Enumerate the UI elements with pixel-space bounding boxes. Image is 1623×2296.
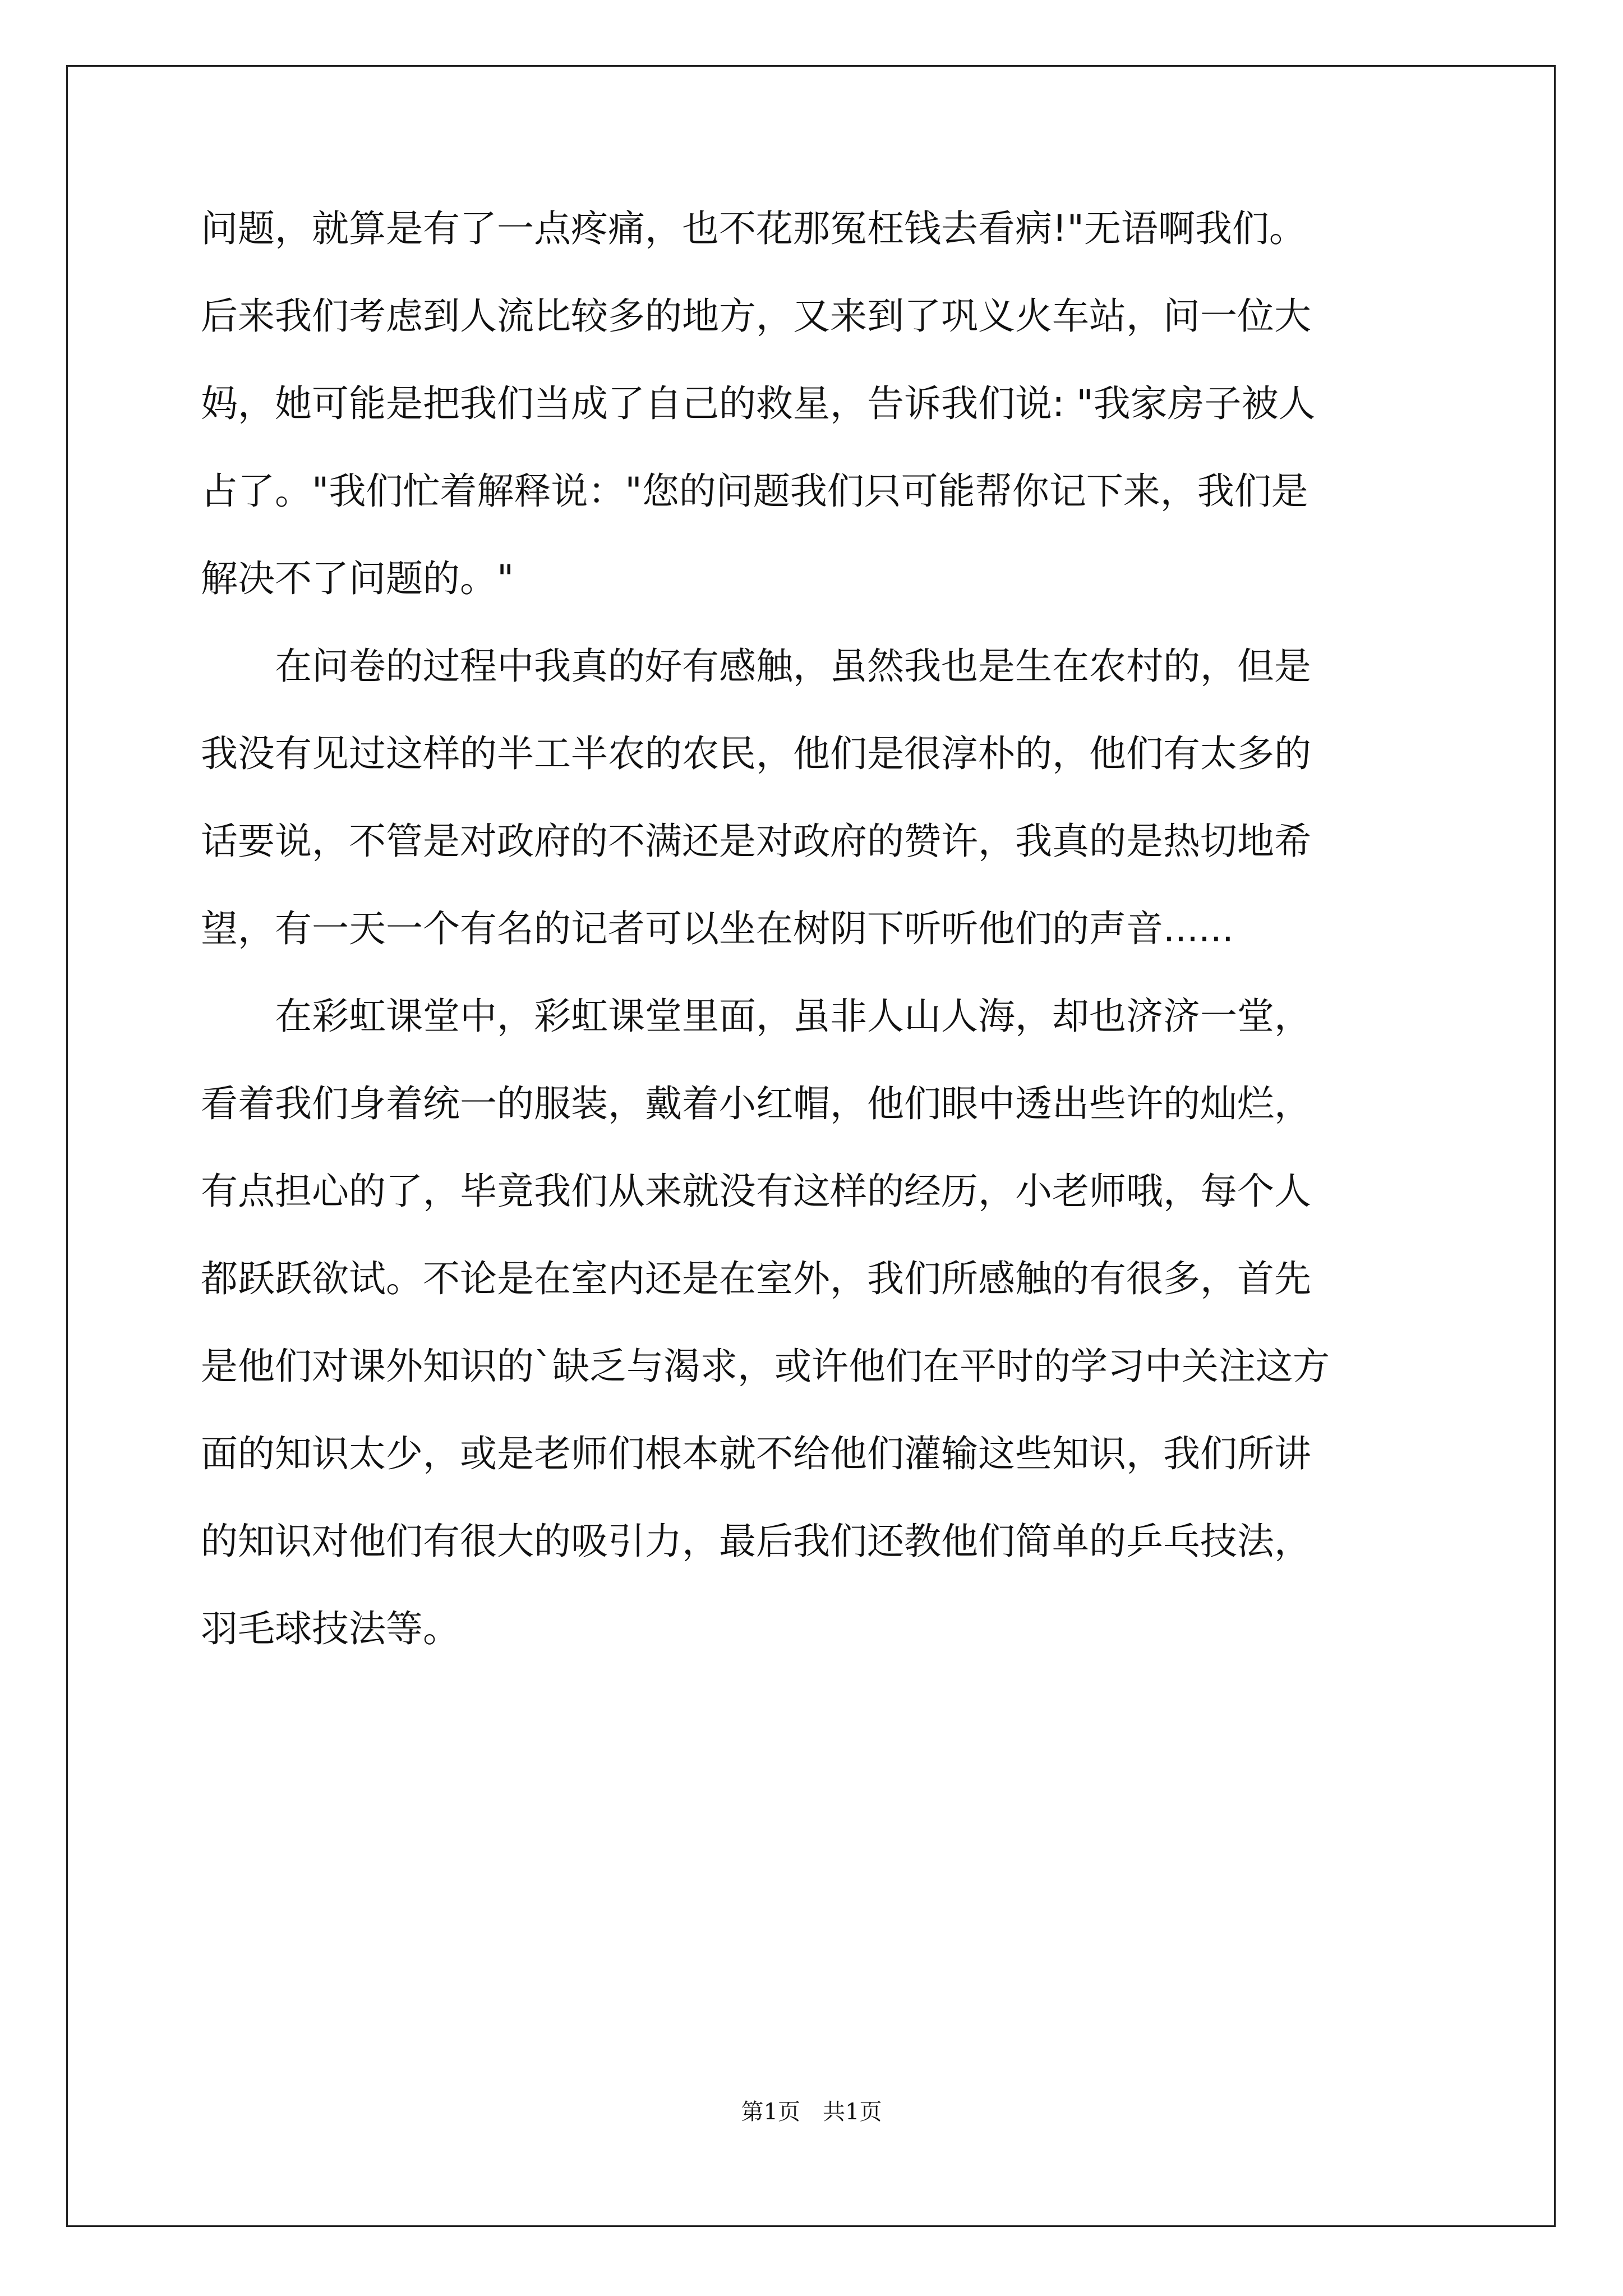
text-line: 问题，就算是有了一点疼痛，也不花那冤枉钱去看病!"无语啊我们。 — [201, 207, 1306, 250]
text-line: 是他们对课外知识的`缺乏与渴求，或许他们在平时的学习中关注这方 — [201, 1345, 1330, 1388]
text-line: 的知识对他们有很大的吸引力，最后我们还教他们简单的乒乓技法， — [201, 1520, 1311, 1563]
text-line: 在彩虹课堂中，彩虹课堂里面，虽非人山人海，却也济济一堂， — [201, 995, 1311, 1038]
text-line: 看着我们身着统一的服装，戴着小红帽，他们眼中透出些许的灿烂， — [201, 1082, 1311, 1125]
text-line: 羽毛球技法等。 — [201, 1607, 460, 1650]
text-line: 面的知识太少，或是老师们根本就不给他们灌输这些知识，我们所讲 — [201, 1432, 1311, 1475]
text-line: 我没有见过这样的半工半农的农民，他们是很淳朴的，他们有太多的 — [201, 732, 1311, 775]
text-line: 有点担心的了，毕竟我们从来就没有这样的经历，小老师哦，每个人 — [201, 1170, 1311, 1213]
document-body — [201, 185, 1429, 1673]
text-line: 话要说，不管是对政府的不满还是对政府的赞许，我真的是热切地希 — [201, 820, 1311, 863]
text-line: 在问卷的过程中我真的好有感触，虽然我也是生在农村的，但是 — [201, 645, 1311, 688]
text-line: 妈，她可能是把我们当成了自己的救星，告诉我们说: "我家房子被人 — [201, 382, 1316, 425]
text-line: 望，有一天一个有名的记者可以坐在树阴下听听他们的声音...... — [201, 907, 1234, 950]
text-line: 都跃跃欲试。不论是在室内还是在室外，我们所感触的有很多，首先 — [201, 1257, 1311, 1300]
text-line: 占了。"我们忙着解释说："您的问题我们只可能帮你记下来，我们是 — [201, 470, 1308, 513]
page-number-footer: 第1页 共1页 — [741, 2099, 882, 2125]
text-line: 后来我们考虑到人流比较多的地方，又来到了巩义火车站，问一位大 — [201, 295, 1311, 338]
text-line: 解决不了问题的。" — [201, 557, 514, 600]
